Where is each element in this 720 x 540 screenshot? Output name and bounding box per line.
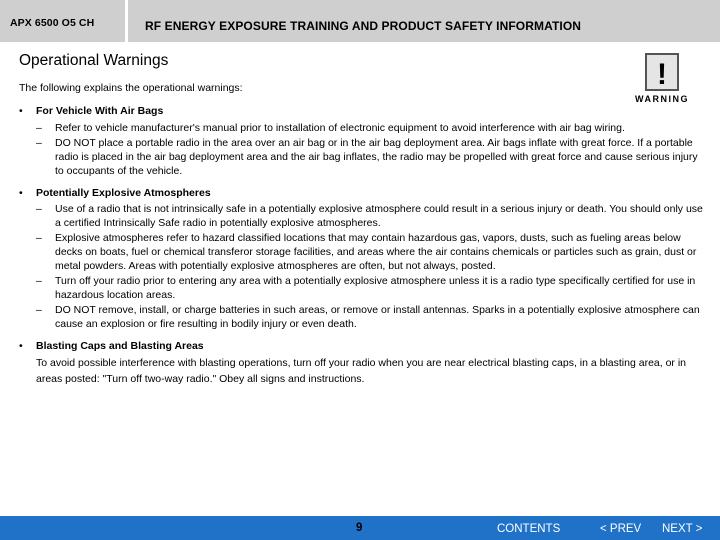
list-item: – DO NOT place a portable radio in the area over an air bag or in the air bag deployment area. Air bags inflate with great force. If a portable radio is placed in the air bag deployment area and the air bag inflates, the radio may be propelled with great force and cause serious injury to occupants of the vehicle. <box>36 136 698 177</box>
page-number: 9 <box>356 522 363 534</box>
section-title: For Vehicle With Air Bags <box>36 105 164 117</box>
bullet: • <box>19 186 23 199</box>
section-explosive-atmospheres <box>19 186 709 332</box>
bullet: • <box>19 340 23 352</box>
section-vehicle-air-bags <box>19 104 709 178</box>
section-blasting-areas <box>19 339 709 387</box>
section-title: Potentially Explosive Atmospheres <box>36 186 211 199</box>
page-title: Operational Warnings <box>19 52 169 69</box>
list-item: – Use of a radio that is not intrinsically safe in a potentially explosive atmosphere could result in a serious injury or death. You should only use a certified Intrinsically Safe radio in potentially explosive atmospheres. <box>36 203 703 229</box>
list-item: – Refer to vehicle manufacturer's manual prior to installation of electronic equipment to avoid interference with air bag wiring. <box>36 121 625 134</box>
warning-icon <box>632 50 692 110</box>
model-label: APX 6500 O5 CH <box>10 17 95 29</box>
warning-label: WARNING <box>635 94 689 104</box>
next-link[interactable]: NEXT > <box>662 523 703 535</box>
list-item: – DO NOT remove, install, or charge batteries in such areas, or remove or install antennas. Sparks in a potentially explosive atmosphere can cause an explosion or fire resulting in bodily injury or even death. <box>36 304 700 330</box>
header-model <box>0 0 125 42</box>
warning-mark: ! <box>657 58 667 91</box>
list-item: – Turn off your radio prior to entering any area with a potentially explosive atmosphere unless it is a radio type specifically certified for use in hazardous location areas. <box>36 275 696 301</box>
header-title: RF ENERGY EXPOSURE TRAINING AND PRODUCT SAFETY INFORMATION <box>145 19 582 33</box>
contents-link[interactable]: CONTENTS <box>497 523 561 535</box>
bullet: • <box>19 105 23 117</box>
list-item: – Explosive atmospheres refer to hazard classified locations that may contain hazardous gas, vapors, dusts, such as fueling areas below decks on boats, fuel or chemical transferor storage facilities, and areas where the air contains chemicals or particles such as grain, dust or metal powders. Areas with potentially explosive atmospheres are often, but not always, posted. <box>36 232 697 272</box>
intro-text: The following explains the operational warnings: <box>19 82 243 94</box>
section-title: Blasting Caps and Blasting Areas <box>36 340 204 352</box>
prev-link[interactable]: < PREV <box>600 523 642 535</box>
header-title-bar <box>128 0 720 42</box>
warnings-list <box>19 104 709 387</box>
section-text: To avoid possible interference with blasting operations, turn off your radio when you are near electrical blasting caps, in a blasting area, or in areas posted: "Turn off two-way radio." Obey all signs and instructions. <box>36 356 687 385</box>
footer-nav-bar <box>0 516 720 540</box>
